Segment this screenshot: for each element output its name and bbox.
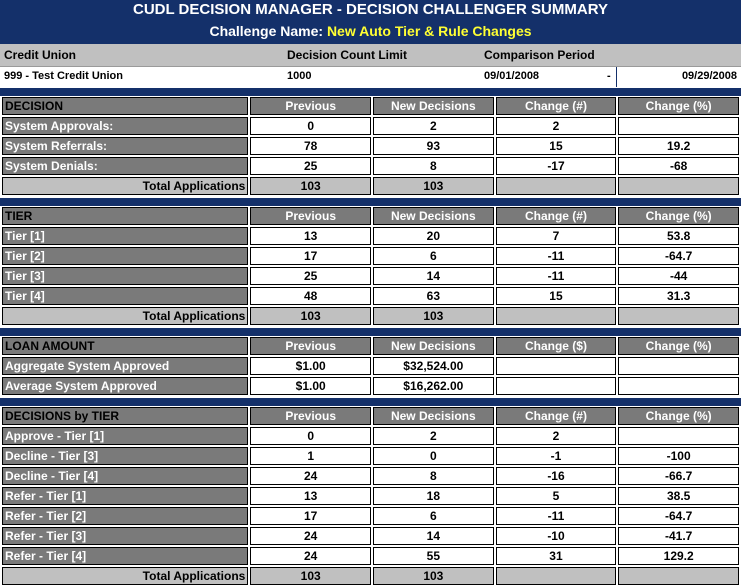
row-value: 24 bbox=[250, 547, 371, 565]
row-value bbox=[618, 377, 739, 395]
report-header bbox=[0, 0, 741, 44]
row-value: 2 bbox=[373, 427, 494, 445]
total-value bbox=[496, 177, 617, 195]
column-header: Change (%) bbox=[618, 337, 739, 355]
section-header-row bbox=[2, 407, 739, 425]
row-value: 0 bbox=[250, 427, 371, 445]
table-row bbox=[2, 527, 739, 545]
row-value: 6 bbox=[373, 507, 494, 525]
row-value: -17 bbox=[496, 157, 617, 175]
row-value: 13 bbox=[250, 487, 371, 505]
credit-union-info bbox=[0, 44, 741, 88]
row-value: 15 bbox=[496, 287, 617, 305]
row-value: 15 bbox=[496, 137, 617, 155]
row-value: 25 bbox=[250, 267, 371, 285]
loan-amount-section bbox=[0, 335, 741, 397]
row-value: -11 bbox=[496, 507, 617, 525]
row-value: 53.8 bbox=[618, 227, 739, 245]
column-header: Change (%) bbox=[618, 97, 739, 115]
column-header: Change (%) bbox=[618, 407, 739, 425]
total-value: 103 bbox=[373, 567, 494, 585]
total-value: 103 bbox=[373, 307, 494, 325]
column-header: Change (%) bbox=[618, 207, 739, 225]
column-header: New Decisions bbox=[373, 97, 494, 115]
row-label: Approve - Tier [1] bbox=[2, 427, 248, 445]
column-header: Change ($) bbox=[496, 337, 617, 355]
decisions-by-tier-section bbox=[0, 405, 741, 587]
row-label: Tier [1] bbox=[2, 227, 248, 245]
section-title: DECISION bbox=[2, 97, 248, 115]
row-value: -41.7 bbox=[618, 527, 739, 545]
table-row bbox=[2, 227, 739, 245]
row-label: Tier [4] bbox=[2, 287, 248, 305]
row-value: 20 bbox=[373, 227, 494, 245]
row-label: Refer - Tier [1] bbox=[2, 487, 248, 505]
row-value: 17 bbox=[250, 507, 371, 525]
info-labels-row bbox=[0, 44, 741, 67]
total-label: Total Applications bbox=[2, 307, 248, 325]
row-label: Decline - Tier [3] bbox=[2, 447, 248, 465]
challenge-name: New Auto Tier & Rule Changes bbox=[326, 23, 532, 39]
table-row bbox=[2, 247, 739, 265]
total-value: 103 bbox=[250, 307, 371, 325]
table-row bbox=[2, 117, 739, 135]
row-value bbox=[496, 357, 617, 375]
info-values-row bbox=[0, 67, 741, 87]
section-header-row bbox=[2, 337, 739, 355]
row-value: 14 bbox=[373, 267, 494, 285]
row-value: 31 bbox=[496, 547, 617, 565]
column-header: New Decisions bbox=[373, 207, 494, 225]
row-value: 2 bbox=[373, 117, 494, 135]
row-label: Decline - Tier [4] bbox=[2, 467, 248, 485]
section-header-row bbox=[2, 97, 739, 115]
row-value: -64.7 bbox=[618, 247, 739, 265]
row-value: 17 bbox=[250, 247, 371, 265]
total-value: 103 bbox=[373, 177, 494, 195]
column-header: Previous bbox=[250, 97, 371, 115]
total-value: 103 bbox=[250, 177, 371, 195]
section-header-row bbox=[2, 207, 739, 225]
row-value: $1.00 bbox=[250, 357, 371, 375]
report-title: CUDL DECISION MANAGER - DECISION CHALLENGER SUMMARY bbox=[132, 1, 608, 18]
total-value bbox=[618, 177, 739, 195]
row-value: 7 bbox=[496, 227, 617, 245]
total-value bbox=[618, 567, 739, 585]
row-label: Refer - Tier [2] bbox=[2, 507, 248, 525]
table-row bbox=[2, 137, 739, 155]
row-value: 8 bbox=[373, 157, 494, 175]
table-row bbox=[2, 287, 739, 305]
row-value: -16 bbox=[496, 467, 617, 485]
row-value: 48 bbox=[250, 287, 371, 305]
decision-count-limit-label: Decision Count Limit bbox=[287, 48, 407, 62]
table-row bbox=[2, 467, 739, 485]
row-value: -11 bbox=[496, 267, 617, 285]
row-value: 5 bbox=[496, 487, 617, 505]
column-header: Change (#) bbox=[496, 407, 617, 425]
challenge-line bbox=[0, 23, 741, 39]
row-value bbox=[618, 357, 739, 375]
row-value bbox=[618, 427, 739, 445]
challenge-label: Challenge Name: bbox=[209, 23, 324, 39]
column-header: New Decisions bbox=[373, 407, 494, 425]
tier-section bbox=[0, 205, 741, 327]
row-label: Refer - Tier [3] bbox=[2, 527, 248, 545]
period-divider bbox=[616, 67, 617, 87]
table-row bbox=[2, 447, 739, 465]
row-value: -1 bbox=[496, 447, 617, 465]
row-value: 129.2 bbox=[618, 547, 739, 565]
table-row bbox=[2, 157, 739, 175]
row-value: -10 bbox=[496, 527, 617, 545]
total-row bbox=[2, 307, 739, 325]
total-label: Total Applications bbox=[2, 567, 248, 585]
row-value: $16,262.00 bbox=[373, 377, 494, 395]
column-header: New Decisions bbox=[373, 337, 494, 355]
row-value: 19.2 bbox=[618, 137, 739, 155]
total-row bbox=[2, 567, 739, 585]
section-title: DECISIONS by TIER bbox=[2, 407, 248, 425]
period-end-value: 09/29/2008 bbox=[681, 70, 737, 82]
row-value bbox=[618, 117, 739, 135]
row-value: 13 bbox=[250, 227, 371, 245]
row-value: 2 bbox=[496, 427, 617, 445]
section-title: TIER bbox=[2, 207, 248, 225]
row-label: Refer - Tier [4] bbox=[2, 547, 248, 565]
row-label: System Approvals: bbox=[2, 117, 248, 135]
table-row bbox=[2, 547, 739, 565]
row-value: -11 bbox=[496, 247, 617, 265]
column-header: Previous bbox=[250, 407, 371, 425]
row-value: 8 bbox=[373, 467, 494, 485]
row-value: 24 bbox=[250, 527, 371, 545]
row-value: 78 bbox=[250, 137, 371, 155]
row-label: System Referrals: bbox=[2, 137, 248, 155]
decision-count-limit-value: 1000 bbox=[287, 70, 312, 82]
row-label: System Denials: bbox=[2, 157, 248, 175]
total-value: 103 bbox=[250, 567, 371, 585]
table-row bbox=[2, 427, 739, 445]
row-label: Aggregate System Approved bbox=[2, 357, 248, 375]
decision-section bbox=[0, 95, 741, 197]
total-value bbox=[496, 307, 617, 325]
row-value: 25 bbox=[250, 157, 371, 175]
total-label: Total Applications bbox=[2, 177, 248, 195]
total-value bbox=[496, 567, 617, 585]
row-value: 24 bbox=[250, 467, 371, 485]
row-value: -68 bbox=[618, 157, 739, 175]
row-label: Average System Approved bbox=[2, 377, 248, 395]
total-value bbox=[618, 307, 739, 325]
table-row bbox=[2, 357, 739, 375]
row-label: Tier [3] bbox=[2, 267, 248, 285]
row-value: 63 bbox=[373, 287, 494, 305]
section-title: LOAN AMOUNT bbox=[2, 337, 248, 355]
column-header: Previous bbox=[250, 337, 371, 355]
row-value: -100 bbox=[618, 447, 739, 465]
table-row bbox=[2, 267, 739, 285]
period-separator: - bbox=[607, 70, 611, 82]
row-value: $32,524.00 bbox=[373, 357, 494, 375]
credit-union-value: 999 - Test Credit Union bbox=[4, 70, 123, 82]
table-row bbox=[2, 487, 739, 505]
row-value: 93 bbox=[373, 137, 494, 155]
row-value: 14 bbox=[373, 527, 494, 545]
column-header: Change (#) bbox=[496, 97, 617, 115]
credit-union-label: Credit Union bbox=[4, 48, 76, 62]
row-value: 0 bbox=[373, 447, 494, 465]
row-value: $1.00 bbox=[250, 377, 371, 395]
row-value bbox=[496, 377, 617, 395]
comparison-period-label: Comparison Period bbox=[484, 48, 595, 62]
row-value: 18 bbox=[373, 487, 494, 505]
column-header: Change (#) bbox=[496, 207, 617, 225]
row-value: 38.5 bbox=[618, 487, 739, 505]
table-row bbox=[2, 507, 739, 525]
row-value: 31.3 bbox=[618, 287, 739, 305]
table-row bbox=[2, 377, 739, 395]
row-value: 55 bbox=[373, 547, 494, 565]
total-row bbox=[2, 177, 739, 195]
row-value: -66.7 bbox=[618, 467, 739, 485]
column-header: Previous bbox=[250, 207, 371, 225]
row-value: 6 bbox=[373, 247, 494, 265]
period-start-value: 09/01/2008 bbox=[484, 70, 540, 82]
row-value: 2 bbox=[496, 117, 617, 135]
row-value: -64.7 bbox=[618, 507, 739, 525]
row-value: -44 bbox=[618, 267, 739, 285]
row-value: 1 bbox=[250, 447, 371, 465]
row-value: 0 bbox=[250, 117, 371, 135]
row-label: Tier [2] bbox=[2, 247, 248, 265]
